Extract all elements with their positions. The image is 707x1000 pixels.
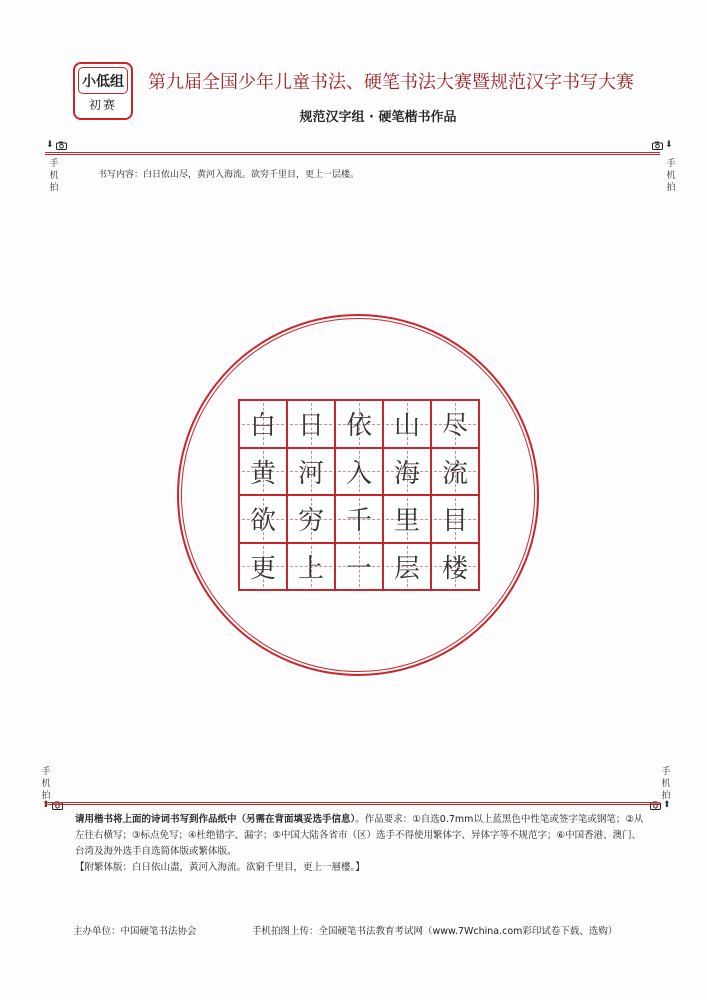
camera-icon xyxy=(56,141,67,150)
grid-cell: 日 xyxy=(288,401,334,447)
requirements-body: 。作品要求：①自选0.7mm以上蓝黑色中性笔或签字笔或钢笔；②从左往右横写；③标点免写；④杜绝错字、漏字；⑤中国大陆各省市（区）选手不得使用繁体字、异体字等不规范字；⑥中国香港、澳门、台湾及海外选手自选简体版或繁体版。 xyxy=(75,814,644,857)
top-right-camera-marker xyxy=(652,140,673,150)
arrow-up-icon: ⬆ xyxy=(42,800,50,810)
round-label: 初赛 xyxy=(88,98,117,112)
grid-cell: 楼 xyxy=(432,544,478,590)
writing-content: 书写内容：白日依山尽，黄河入海流。欲穷千里目，更上一层楼。 xyxy=(98,170,360,180)
top-left-camera-marker xyxy=(46,140,67,150)
grid-cell: 黄 xyxy=(240,449,286,495)
organizer: 主办单位：中国硬笔书法协会 xyxy=(73,926,197,937)
grid-cell: 里 xyxy=(384,496,430,542)
grid-cell: 白 xyxy=(240,401,286,447)
group-label: 小低组 xyxy=(78,67,128,94)
grid-cell: 层 xyxy=(384,544,430,590)
grid-cell: 一 xyxy=(336,544,382,590)
grid-cell: 上 xyxy=(288,544,334,590)
photo-hint-bottom-right: 手机拍 xyxy=(661,767,671,801)
photo-hint-left: 手机拍 xyxy=(49,159,59,193)
bottom-red-rule xyxy=(45,802,660,805)
arrow-up-icon: ⬆ xyxy=(663,800,671,810)
requirements-text xyxy=(75,812,650,876)
grid-cell: 山 xyxy=(384,401,430,447)
grid-cell: 穷 xyxy=(288,496,334,542)
requirements-lead: 请用楷书将上面的诗词书写到作品纸中（另需在背面填妥选手信息） xyxy=(75,814,356,825)
grid-cell: 千 xyxy=(336,496,382,542)
grid-cell: 入 xyxy=(336,449,382,495)
grid-cell: 河 xyxy=(288,449,334,495)
group-badge xyxy=(73,62,133,120)
grid-cell: 依 xyxy=(336,401,382,447)
traditional-version: 【附繁体版：白日依山盡，黃河入海流。欲窮千里目，更上一層樓。】 xyxy=(75,862,365,873)
top-red-rule xyxy=(45,152,660,155)
competition-title: 第九届全国少年儿童书法、硬笔书法大赛暨规范汉字书写大赛 xyxy=(148,72,634,93)
writing-grid xyxy=(238,399,480,591)
camera-icon xyxy=(652,141,663,150)
grid-cell: 欲 xyxy=(240,496,286,542)
grid-cell: 尽 xyxy=(432,401,478,447)
grid-cell: 目 xyxy=(432,496,478,542)
photo-hint-right: 手机拍 xyxy=(666,159,676,193)
arrow-down-icon: ⬇ xyxy=(665,140,673,150)
grid-cell: 更 xyxy=(240,544,286,590)
category-subtitle: 规范汉字组 · 硬笔楷书作品 xyxy=(299,110,457,125)
grid-cell: 流 xyxy=(432,449,478,495)
photo-hint-bottom-left: 手机拍 xyxy=(41,767,51,801)
arrow-down-icon: ⬇ xyxy=(46,140,54,150)
grid-cell: 海 xyxy=(384,449,430,495)
upload-info: 手机拍图上传：全国硬笔书法教育考试网（www.7Wchina.com彩印试卷下载、选购） xyxy=(252,926,618,937)
